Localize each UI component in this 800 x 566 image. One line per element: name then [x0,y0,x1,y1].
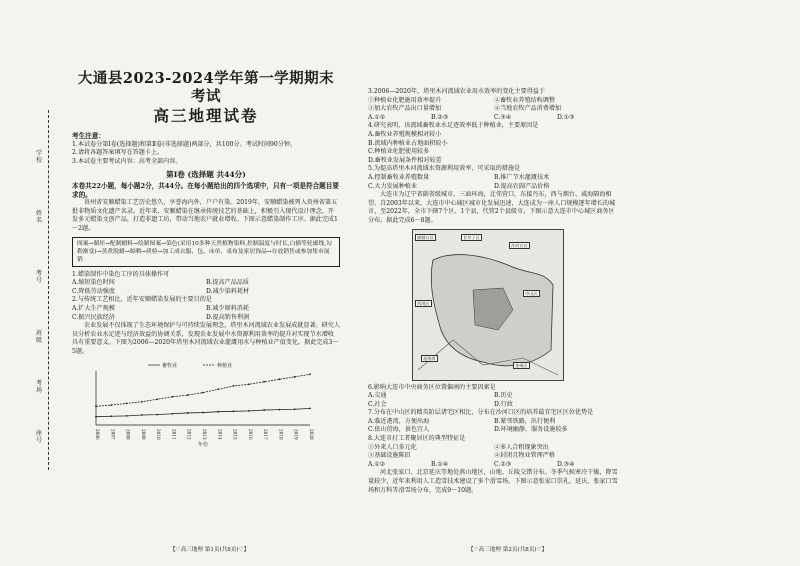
data-point [248,410,250,412]
data-point [202,392,204,394]
sidebar-label: 学校 [36,150,43,164]
question-3-stem: 3.2006—2020年，塔里木河流域农业用水效率的变化主要得益于 [368,88,545,95]
question-3-statements [368,97,620,114]
option[interactable]: A.①② [368,113,386,121]
exam-subtitle: 高三地理试卷 [153,106,259,125]
dalian-map [412,229,564,381]
question-8-statements [368,444,620,461]
option[interactable]: C.种植业化肥使用较多 [368,148,430,156]
question-7-stem: 7.分布在中山区的精英阶层诸宅区相比，分布在沙河口区的培养最宜宅区区位优势是 [368,409,594,417]
question-1-stem: 1.蜡染制作中染色工序的具体操作可 [72,270,170,278]
option[interactable]: A.①② [368,460,386,468]
option[interactable]: C.依山傍海，景色宜人 [368,426,430,434]
option[interactable]: A.缩短染色时间 [72,279,115,287]
statement: ④当地农牧产品消费增加 [494,105,562,113]
x-tick-label: 2016 [247,429,253,441]
statement: ③加大农牧产品出口量增加 [368,105,442,113]
option[interactable]: D.行政 [494,400,513,408]
data-point [263,381,265,383]
legend-label: 种植业 [217,363,233,370]
option[interactable]: D.提高农副产品价格 [494,182,550,190]
data-point [263,410,265,412]
page-footer-right: 【♡高三地理 第2页(共8页)♡】 [468,547,548,553]
data-point [141,401,143,403]
x-axis-label: 年份 [197,442,209,448]
statement: ①外来人口多元化 [368,443,417,451]
binding-margin [6,110,56,470]
x-tick-label: 2007 [110,429,116,441]
question-8-stem: 8.大连市打工者聚居区的典型特征是 [368,435,466,443]
data-point [202,412,204,414]
process-box: 图案→制坯→配制蜡料→绘制图案→染色(采用10多种天然植物染料,控制温度与时长,白描等轮廓线,勾勒渐变)→蒸煮脱蜡→晾晒→质检→加工成衣服、包、床单、桌布及家居饰品→存放销售或参加集市展销 [72,237,340,267]
legend-label: 畜牧业 [162,363,178,370]
option[interactable]: B.历史 [494,392,513,400]
data-point [294,409,296,411]
option[interactable]: C.振兴民族经济 [72,313,115,321]
option[interactable]: D.减少染料耗材 [206,287,250,295]
question-6-options [368,392,620,409]
option[interactable]: A.控制畜牧业养殖数量 [368,173,430,181]
data-point [279,409,281,411]
option[interactable]: A.临近港湾，方便出海 [368,417,430,425]
notice-item: 3.本试卷主要考试内容：高考全部内容。 [72,157,182,165]
data-point [110,416,112,418]
data-point [233,386,235,388]
x-tick-label: 2012 [186,429,192,441]
map-label: 中山区 [525,290,538,296]
question-5-stem: 5.为提高塔里木河流域水资源利用效率，可采取的措施是 [368,165,521,173]
data-point [156,414,158,416]
question-7-options [368,418,620,435]
option[interactable]: B.②③ [431,113,449,121]
question-2-stem: 2.与传统工艺相比，近年安顺蜡染发展的主要目的是 [72,296,212,304]
passage-1: 贵州省安顺蜡染工艺历史悠久，享誉海内外，户户有染。2019年，安顺蜡染被列入贵州省第五批非物质文化遗产名录。近年来，安顺蜡染在继承传统技艺的基础上，积极引入现代设计理念，开发多元蜡染文创产品，打造非遗工坊，带动当地农户就业增收。下图示意蜡染制作工序。据此完成1～2题。 [72,199,338,232]
question-4-options [368,131,620,165]
data-point [126,403,128,405]
x-tick-label: 2009 [140,429,146,441]
data-point [279,379,281,381]
option[interactable]: C.社会 [368,400,387,408]
option[interactable]: D.环境幽静，服务设施较多 [494,426,568,434]
data-point [217,411,219,413]
map-label: 甘井子区 [463,234,480,240]
sidebar-label: 姓名 [36,210,43,224]
x-tick-label: 2015 [232,429,238,441]
data-point [172,413,174,415]
x-tick-label: 2014 [217,429,223,441]
data-point [95,406,97,408]
x-tick-label: 2011 [171,429,177,441]
statement: ①种植业化肥施用效率提升 [368,96,442,104]
x-tick-label: 2020 [309,429,314,441]
question-4-stem: 4.研究表明，该流域畜牧业水足迹效率低于种植业，主要原因是 [368,122,539,130]
series-line [96,375,310,407]
statement: ④封闭且物业管理严格 [494,452,555,460]
option[interactable]: D.提高销售利润 [206,313,250,321]
right-page [368,88,620,495]
x-tick-label: 2018 [278,429,284,441]
option[interactable]: B.①④ [431,460,449,468]
notice-heading: 考生注意： [72,132,105,140]
page-footer-left: 【♡高三地理 第1页(共8页)♡】 [170,547,250,553]
line-chart [78,359,328,447]
option[interactable]: C.③④ [494,113,512,121]
dashed-cut-line [48,110,49,470]
option[interactable]: D.③④ [557,460,575,468]
statement: ②畜牧业养殖结构调整 [494,96,555,104]
map-label: 旅顺口区 [417,234,434,240]
sidebar-label: 班级 [36,330,43,344]
section-title: 第Ⅰ卷 (选择题 共44分) [166,170,246,180]
question-6-stem: 6.影响大连市中央商务区位置偏南的主要因素是 [368,383,496,391]
question-1-options [72,279,340,296]
passage-4: 河北张家口、北京延庆等地处燕山地区，山地、丘陵交错分布。冬季气候寒冷干燥，降雪量较少，近年来利用人工造雪技术建设了多个滑雪场。下图示意张家口崇礼、延庆、张家口雪场和万科等滑雪场分布，完成9～10题。 [368,469,618,494]
data-point [248,384,250,386]
statement: ②多人合租现象突出 [494,443,549,451]
data-point [187,395,189,397]
option[interactable]: C.降低劳动强度 [72,287,115,295]
data-point [294,376,296,378]
map-label: 星海湾 [423,355,436,361]
data-point [95,416,97,418]
statement: ③基础设施陈旧 [368,452,411,460]
option[interactable]: B.紧邻铁路，出行便利 [494,417,556,425]
notice-item: 1.本试卷分第Ⅰ卷(选择题)和第Ⅱ卷(非选择题)两部分，共100分。考试时间90分钟。 [72,140,297,148]
chart-svg [78,359,328,447]
option[interactable]: B.提高产品品质 [206,279,249,287]
map-label: 沙河口区 [511,242,528,248]
option[interactable]: D.畜牧业发展条件相对较差 [368,156,442,164]
sidebar-label: 考场 [36,380,43,394]
map-label: 金州区 [515,362,528,368]
notice-item: 2.请将各题答案填写在答题卡上。 [72,149,164,157]
option[interactable]: A.交通 [368,392,387,400]
question-2-options [72,305,340,322]
x-tick-label: 2008 [125,429,131,441]
data-point [172,396,174,398]
x-tick-label: 2017 [263,429,269,441]
data-point [309,374,311,376]
option[interactable]: B.推广节水灌溉技术 [494,173,550,181]
passage-2: 农业发展不仅体现了生态环境保护与可持续发展理念，塔里木河流域农业发展成就显著。研究人员分析农业水足迹与经济效益的协调关系，发现农业发展中水资源利用效率的提升对实现节水增收具有重要意义。下图为2006—2020年塔里木河流域农业灌溉用水与种植业产值变化。据此完成3～5题。 [72,322,340,355]
x-tick-label: 2006 [95,429,100,441]
sidebar-label: 考号 [36,270,43,284]
left-page [72,70,340,449]
data-point [110,405,112,407]
data-point [156,399,158,401]
data-point [141,415,143,417]
option[interactable]: C.②③ [494,460,512,468]
option[interactable]: B.流域内种植业占地面积较小 [368,139,448,147]
data-point [217,389,219,391]
option[interactable]: B.减少原料消耗 [206,304,249,312]
question-5-options [368,174,620,191]
exam-title: 大通县2023-2024学年第一学期期末考试 [77,70,335,105]
map-label: 西岗区 [417,300,430,306]
option[interactable]: A.扩大生产规模 [72,304,115,312]
passage-3: 大连市为辽宁省副省级城市，三面环海，北邻营口，东接丹东，西与烟台、威海隔海相望。自2003年以来，大连市中心城区城市化发展迅速，大连成为一座人口规模逐年增长的城市，至2022年，全市下辖7个区、1个县，代管2个县级市。下图示意大连市中心城区商务区分布。据此完成6～8题。 [368,191,616,224]
data-point [233,411,235,413]
data-point [187,413,189,415]
data-point [126,415,128,417]
option[interactable]: C.大力发展种植业 [368,182,418,190]
sidebar-label: 座号 [36,430,43,444]
x-tick-label: 2010 [156,429,162,441]
data-point [309,408,311,410]
option[interactable]: D.①③ [557,113,575,121]
section-intro: 本卷共22小题，每小题2分，共44分。在每小题给出的四个选项中，只有一项是符合题目要求的。 [72,181,339,199]
option[interactable]: A.畜牧业养殖规模相对较小 [368,130,442,138]
x-tick-label: 2013 [202,429,207,441]
x-tick-label: 2019 [293,429,299,441]
